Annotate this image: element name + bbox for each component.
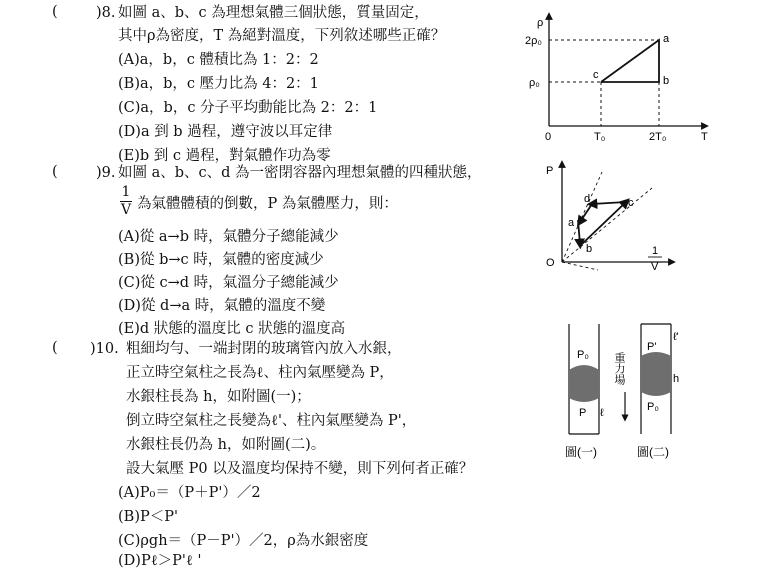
q8-number: )8. <box>96 5 116 21</box>
q10-mercury-column-1 <box>569 365 599 402</box>
q9-inverse-volume-fraction <box>120 185 132 218</box>
q8-y-tick-rho0: ρ₀ <box>529 77 540 89</box>
q10-stem-line4: 倒立時空氣柱之長變為ℓ'、柱內氣壓變為 P'， <box>126 413 417 429</box>
q8-point-a: a <box>663 33 670 45</box>
q10-number: )10. <box>90 341 119 357</box>
q9-option-c: (C)從 c→d 時，氣溫分子總能減少 <box>118 275 339 291</box>
q9-frac-num: 1 <box>121 184 131 200</box>
q9-y-axis-label: P <box>546 165 554 177</box>
q8-x-tick-t0: T₀ <box>594 131 606 143</box>
q9-frac-den: V <box>120 202 132 218</box>
q9-option-e: (E)d 狀態的溫度比 c 狀態的溫度高 <box>118 321 346 337</box>
q9-stem-line1: 如圖 a、b、c、d 為一密閉容器內理想氣體的四種狀態， <box>118 165 482 181</box>
q8-origin-label: 0 <box>545 131 552 143</box>
q10-caption-fig1: 圖(一) <box>565 445 597 459</box>
q8-point-c: c <box>593 69 599 81</box>
q8-option-a: (A)a，b，c 體積比為 1：2：2 <box>118 52 319 68</box>
q10-tube1-top-label: P₀ <box>577 349 589 361</box>
q9-point-b: b <box>586 243 593 255</box>
q10-caption-fig2: 圖(二) <box>637 445 669 459</box>
q9-pressure-inverse-volume-graph <box>540 158 680 286</box>
q8-answer-paren: ( <box>52 4 58 20</box>
q10-stem-line3: 水銀柱長為 h，如附圖(一)； <box>126 389 311 405</box>
q9-option-b: (B)從 b→c 時，氣體的密度減少 <box>118 252 324 268</box>
q10-option-b: (B)P＜P' <box>118 509 178 525</box>
q10-tube2-h-label: h <box>673 373 680 385</box>
q9-option-d: (D)從 d→a 時，氣體的溫度不變 <box>118 298 326 314</box>
q10-tube1-length-label: ℓ <box>600 407 604 419</box>
q10-stem-line1: 粗細均勻、一端封閉的玻璃管內放入水銀， <box>126 341 402 357</box>
q9-option-a: (A)從 a→b 時，氣體分子總能減少 <box>118 229 339 245</box>
q9-stem-line2: 為氣體體積的倒數，P 為氣體壓力，則： <box>137 196 398 212</box>
q10-stem-line6: 設大氣壓 P0 以及溫度均保持不變，則下列何者正確？ <box>126 461 474 477</box>
q10-mercury-column-2 <box>641 352 671 396</box>
q10-stem-line2: 正立時空氣柱之長為ℓ、柱內氣壓變為 P， <box>126 365 394 381</box>
q10-tube1-bottom-label: P <box>579 407 587 419</box>
q10-answer-paren: ( <box>52 340 58 356</box>
q10-option-a: (A)P₀＝（P＋P'）／2 <box>118 485 261 501</box>
q8-point-b: b <box>663 75 670 87</box>
q10-option-c: (C)ρgh＝（P－P'）／2，ρ為水銀密度 <box>118 533 369 549</box>
q10-mercury-tube-figure <box>555 322 705 464</box>
q9-number: )9. <box>96 165 116 181</box>
q8-process-path <box>601 40 659 82</box>
q8-option-b: (B)a，b，c 壓力比為 4：2：1 <box>118 76 319 92</box>
q8-y-tick-2rho0: 2ρ₀ <box>525 35 542 47</box>
q9-origin-label: O <box>546 257 555 269</box>
q10-gravity-label: 重力場 <box>613 352 625 385</box>
q9-point-c: c <box>628 197 634 209</box>
q10-tube2-top-label: P' <box>647 341 657 353</box>
q8-option-d: (D)a 到 b 過程，遵守波以耳定律 <box>118 124 333 140</box>
q10-stem-line5: 水銀柱長仍為 h，如附圖(二)。 <box>126 437 326 453</box>
q8-option-c: (C)a，b，c 分子平均動能比為 2：2：1 <box>118 100 378 116</box>
q9-x-axis-den: V <box>651 261 659 273</box>
q10-option-d: (D)Pℓ＞P'ℓ ' <box>118 553 202 569</box>
q8-stem-line2: 其中ρ為密度，T 為絕對溫度，下列敘述哪些正確？ <box>118 28 446 44</box>
q9-point-a: a <box>568 217 575 229</box>
q10-tube2-bottom-label: P₀ <box>647 401 659 413</box>
q8-x-tick-2t0: 2T₀ <box>649 131 667 143</box>
q9-answer-paren: ( <box>52 164 58 180</box>
q8-option-e: (E)b 到 c 過程，對氣體作功為零 <box>118 148 331 164</box>
q8-density-temperature-graph <box>525 8 720 146</box>
q9-x-axis-num: 1 <box>652 245 659 257</box>
q9-point-d: d <box>584 193 591 205</box>
q10-tube2-length-label: ℓ' <box>673 331 679 343</box>
q8-x-axis-label: T <box>701 131 708 143</box>
q8-stem-line1: 如圖 a、b、c 為理想氣體三個狀態，質量固定， <box>118 5 429 21</box>
q8-y-axis-label: ρ <box>537 17 544 29</box>
